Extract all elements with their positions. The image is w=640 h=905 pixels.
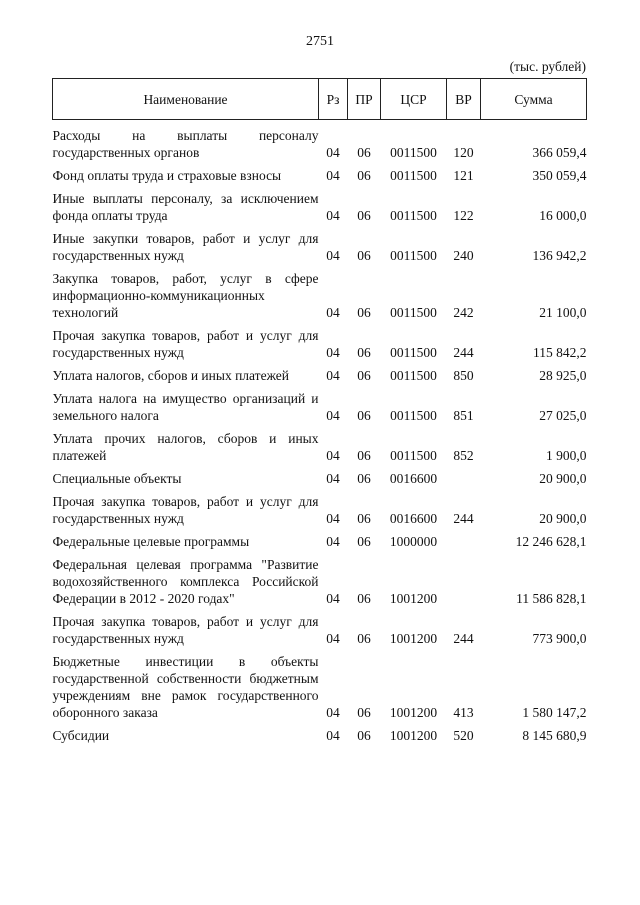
cell-csr: 0011500 (390, 368, 437, 383)
cell-pr: 06 (357, 591, 371, 606)
cell-name: Фонд оплаты труда и страховые взносы (52, 168, 282, 183)
cell-name: Иные закупки товаров, работ и услуг для государственных нужд (52, 231, 319, 263)
cell-vr (447, 553, 481, 610)
cell-rz: 04 (326, 448, 340, 463)
cell-name: Прочая закупка товаров, работ и услуг для государственных нужд (52, 614, 319, 646)
table-row (53, 187, 587, 227)
cell-vr: 121 (453, 168, 474, 183)
cell-pr: 06 (357, 345, 371, 360)
table-row (53, 650, 587, 724)
cell-csr: 1001200 (389, 728, 438, 743)
cell-sum: 773 900,0 (532, 631, 587, 646)
cell-csr: 1001200 (389, 631, 438, 646)
cell-csr: 1000000 (389, 534, 438, 549)
table-row (53, 427, 587, 467)
cell-csr: 0011500 (390, 408, 437, 423)
cell-vr: 520 (453, 728, 474, 743)
cell-rz: 04 (326, 705, 340, 720)
cell-name: Прочая закупка товаров, работ и услуг для государственных нужд (52, 494, 319, 526)
cell-vr: 413 (453, 705, 474, 720)
header-sum: Сумма (481, 79, 587, 120)
cell-sum: 115 842,2 (533, 345, 587, 360)
cell-vr: 242 (453, 305, 474, 320)
cell-name: Уплата налогов, сборов и иных платежей (52, 368, 289, 383)
cell-rz: 04 (326, 631, 340, 646)
cell-csr: 0011500 (390, 345, 437, 360)
cell-rz: 04 (326, 305, 340, 320)
cell-pr: 06 (357, 448, 371, 463)
cell-name: Федеральная целевая программа "Развитие водохозяйственного комплекса Российской Федерации в 2012 - 2020 годах" (52, 557, 319, 606)
page-number: 2751 (306, 34, 334, 49)
cell-sum: 366 059,4 (532, 145, 587, 160)
cell-sum: 20 900,0 (539, 511, 587, 526)
cell-sum: 21 100,0 (539, 305, 587, 320)
cell-csr: 0011500 (390, 208, 437, 223)
table-row (53, 364, 587, 387)
cell-rz: 04 (326, 728, 340, 743)
table-body (53, 120, 587, 748)
cell-sum: 11 586 828,1 (516, 591, 587, 606)
cell-csr: 0016600 (389, 511, 438, 526)
cell-vr: 850 (453, 368, 474, 383)
cell-sum: 8 145 680,9 (522, 728, 587, 743)
cell-rz: 04 (326, 591, 340, 606)
cell-name: Уплата прочих налогов, сборов и иных платежей (52, 431, 319, 463)
cell-pr: 06 (357, 471, 371, 486)
cell-sum: 12 246 628,1 (515, 534, 587, 549)
cell-sum: 1 900,0 (546, 448, 587, 463)
cell-rz: 04 (326, 248, 340, 263)
cell-pr: 06 (357, 705, 371, 720)
cell-vr (447, 530, 481, 553)
table-row (53, 164, 587, 187)
cell-vr: 122 (453, 208, 474, 223)
table-row (53, 387, 587, 427)
cell-rz: 04 (326, 368, 340, 383)
table-row (53, 120, 587, 165)
cell-name: Уплата налога на имущество организаций и земельного налога (52, 391, 319, 423)
table-row (53, 530, 587, 553)
cell-sum: 1 580 147,2 (522, 705, 587, 720)
cell-rz: 04 (326, 408, 340, 423)
cell-sum: 350 059,4 (532, 168, 587, 183)
cell-rz: 04 (326, 511, 340, 526)
cell-rz: 04 (326, 168, 340, 183)
cell-pr: 06 (357, 631, 371, 646)
cell-rz: 04 (326, 345, 340, 360)
cell-csr: 0011500 (390, 248, 437, 263)
cell-pr: 06 (357, 208, 371, 223)
cell-rz: 04 (326, 534, 340, 549)
budget-table (52, 78, 587, 747)
header-vr: ВР (447, 79, 481, 120)
cell-vr: 244 (453, 631, 474, 646)
cell-vr (447, 467, 481, 490)
header-rz: Рз (319, 79, 348, 120)
header-name: Наименование (53, 79, 319, 120)
cell-name: Расходы на выплаты персоналу государственных органов (52, 128, 319, 160)
cell-name: Иные выплаты персоналу, за исключением фонда оплаты труда (52, 191, 319, 223)
cell-pr: 06 (357, 728, 371, 743)
cell-pr: 06 (357, 168, 371, 183)
cell-vr: 240 (453, 248, 474, 263)
table-row (53, 467, 587, 490)
cell-csr: 0011500 (390, 448, 437, 463)
cell-name: Прочая закупка товаров, работ и услуг для государственных нужд (52, 328, 319, 360)
cell-csr: 1001200 (389, 705, 438, 720)
cell-pr: 06 (357, 534, 371, 549)
cell-sum: 27 025,0 (539, 408, 587, 423)
cell-name: Специальные объекты (52, 471, 182, 486)
table-row (53, 324, 587, 364)
table-row (53, 490, 587, 530)
table-row (53, 227, 587, 267)
cell-pr: 06 (357, 145, 371, 160)
table-header-row (53, 79, 587, 120)
cell-vr: 244 (453, 511, 474, 526)
cell-rz: 04 (326, 208, 340, 223)
cell-pr: 06 (357, 408, 371, 423)
cell-sum: 28 925,0 (539, 368, 587, 383)
cell-vr: 852 (453, 448, 474, 463)
cell-csr: 0011500 (390, 168, 437, 183)
cell-name: Федеральные целевые программы (52, 534, 250, 549)
cell-pr: 06 (357, 305, 371, 320)
header-csr: ЦСР (381, 79, 447, 120)
cell-csr: 0016600 (389, 471, 438, 486)
cell-vr: 851 (453, 408, 474, 423)
cell-rz: 04 (326, 145, 340, 160)
table-row (53, 724, 587, 747)
cell-sum: 20 900,0 (539, 471, 587, 486)
cell-name: Закупка товаров, работ, услуг в сфере информационно-коммуникационных технологий (52, 271, 319, 320)
cell-pr: 06 (357, 368, 371, 383)
header-pr: ПР (348, 79, 381, 120)
table-row (53, 553, 587, 610)
cell-rz: 04 (326, 471, 340, 486)
cell-pr: 06 (357, 248, 371, 263)
units-label: (тыс. рублей) (509, 59, 586, 74)
cell-sum: 136 942,2 (532, 248, 587, 263)
cell-csr: 0011500 (390, 305, 437, 320)
cell-pr: 06 (357, 511, 371, 526)
cell-vr: 120 (453, 145, 474, 160)
table-row (53, 267, 587, 324)
cell-csr: 1001200 (389, 591, 438, 606)
cell-name: Субсидии (52, 728, 110, 743)
cell-name: Бюджетные инвестиции в объекты государственной собственности бюджетным учреждениям вне рамок государственного оборонного заказа (52, 654, 319, 720)
cell-sum: 16 000,0 (539, 208, 587, 223)
table-row (53, 610, 587, 650)
cell-csr: 0011500 (390, 145, 437, 160)
cell-vr: 244 (453, 345, 474, 360)
